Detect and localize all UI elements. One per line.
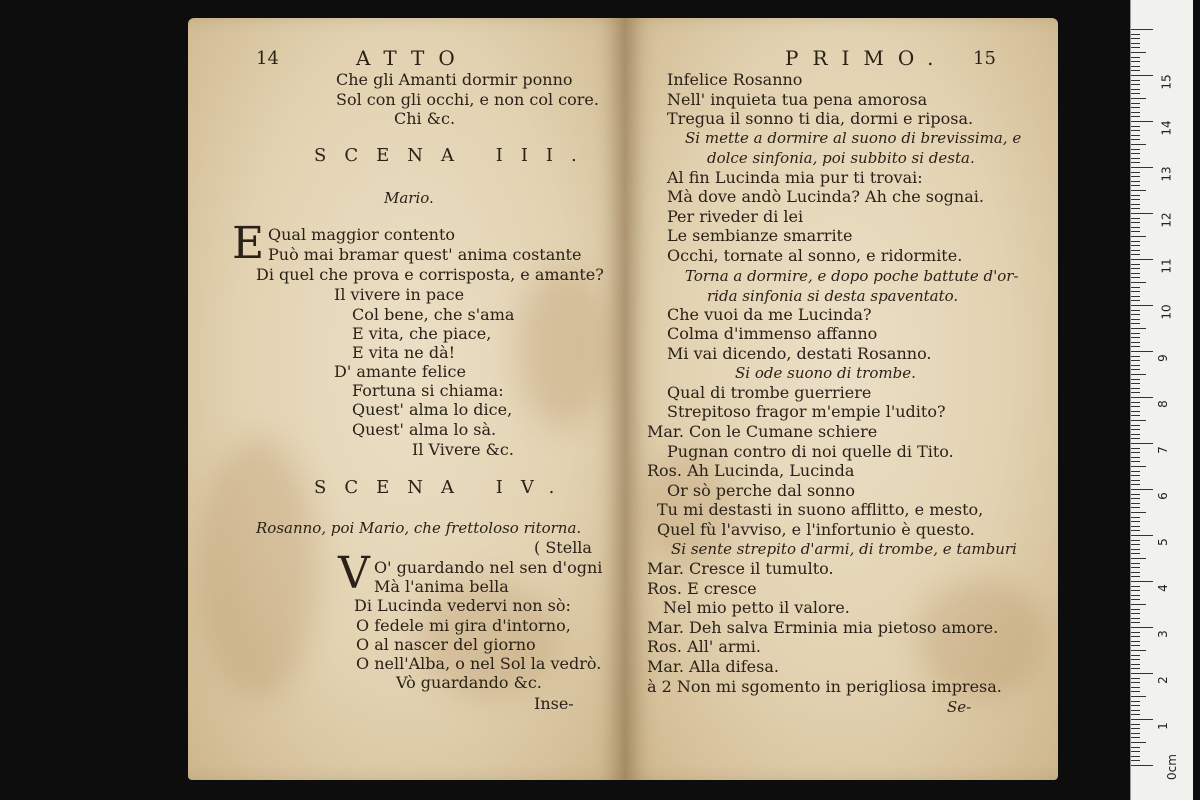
ruler-tick — [1131, 300, 1140, 301]
ruler-tick — [1131, 310, 1140, 311]
ruler-tick — [1131, 144, 1146, 145]
right-page — [625, 18, 1058, 780]
ruler-tick — [1131, 282, 1146, 283]
ruler-tick — [1131, 397, 1153, 398]
ruler-tick — [1131, 687, 1140, 688]
text-line: Ros. Ah Lucinda, Lucinda — [647, 461, 855, 480]
ruler-tick — [1131, 162, 1140, 163]
text-line: D' amante felice — [334, 362, 466, 381]
page-number-left: 14 — [256, 48, 279, 69]
ruler-tick — [1131, 296, 1140, 297]
ruler-tick — [1131, 682, 1140, 683]
ruler-tick — [1131, 590, 1140, 591]
ruler-tick — [1131, 80, 1140, 81]
ruler-tick — [1131, 107, 1140, 108]
ruler-tick — [1131, 231, 1140, 232]
text-line: Al fin Lucinda mia pur ti trovai: — [667, 168, 923, 187]
ruler-tick — [1131, 448, 1140, 449]
ruler-tick — [1131, 429, 1140, 430]
ruler-tick — [1131, 98, 1146, 99]
ruler-tick — [1131, 668, 1140, 669]
ruler-number: 5 — [1155, 538, 1170, 546]
ruler-tick — [1131, 392, 1140, 393]
ruler-tick — [1131, 521, 1140, 522]
text-line: à 2 Non mi sgomento in perigliosa impresa. — [647, 677, 1002, 696]
page-number-right: 15 — [973, 48, 996, 69]
ruler-tick — [1131, 213, 1153, 214]
ruler-tick — [1131, 323, 1140, 324]
ruler-tick — [1131, 342, 1140, 343]
text-line: Vò guardando &c. — [396, 673, 542, 692]
ruler-tick — [1131, 659, 1140, 660]
ruler-tick — [1131, 374, 1146, 375]
ruler-tick — [1131, 530, 1140, 531]
running-head-left: ATTO — [356, 46, 469, 70]
ruler-tick — [1131, 705, 1140, 706]
ruler-tick — [1131, 586, 1140, 587]
ruler-number: 11 — [1159, 258, 1174, 274]
ruler-tick — [1131, 319, 1140, 320]
stage-direction: dolce sinfonia, poi subbito si desta. — [707, 149, 975, 167]
text-line: Mà dove andò Lucinda? Ah che sognai. — [667, 187, 984, 206]
text-line: Ros. E cresce — [647, 579, 757, 598]
text-line: O nell'Alba, o nel Sol la vedrò. — [356, 654, 602, 673]
ruler-tick — [1131, 199, 1140, 200]
ruler-tick — [1131, 277, 1140, 278]
ruler-tick — [1131, 415, 1140, 416]
text-line: Nell' inquieta tua pena amorosa — [667, 90, 928, 109]
text-line: Che gli Amanti dormir ponno — [336, 70, 573, 89]
ruler-tick — [1131, 673, 1153, 674]
ruler-tick — [1131, 227, 1140, 228]
left-page — [188, 18, 625, 780]
ruler-tick — [1131, 751, 1140, 752]
text-line: Per riveder di lei — [667, 207, 804, 226]
ruler-tick — [1131, 245, 1140, 246]
ruler-label-0cm: 0cm — [1164, 754, 1179, 780]
ruler-tick — [1131, 765, 1153, 766]
text-line: Tu mi destasti in suono afflitto, e mesto, — [657, 500, 984, 519]
ruler-tick — [1131, 466, 1146, 467]
stage-direction: rida sinfonia si desta spaventato. — [707, 287, 959, 305]
text-line: Quest' alma lo dice, — [352, 400, 513, 419]
text-line: Pugnan contro di noi quelle di Tito. — [667, 442, 954, 461]
ruler-tick — [1131, 756, 1140, 757]
ruler-tick — [1131, 558, 1146, 559]
ruler-tick — [1131, 38, 1140, 39]
text-line: Di Lucinda vedervi non sò: — [354, 596, 571, 615]
ruler-tick — [1131, 512, 1146, 513]
text-line: O' guardando nel sen d'ogni — [374, 558, 603, 577]
character-name: Mario. — [384, 189, 434, 207]
ruler-tick — [1131, 480, 1140, 481]
ruler-tick — [1131, 457, 1140, 458]
ruler-tick — [1131, 116, 1140, 117]
ruler-tick — [1131, 369, 1140, 370]
ruler-tick — [1131, 43, 1140, 44]
scene-heading: SCENA III. — [314, 145, 595, 166]
ruler-tick — [1131, 475, 1140, 476]
ruler-tick — [1131, 452, 1140, 453]
text-line: Mar. Con le Cumane schiere — [647, 422, 878, 441]
ruler-tick — [1131, 503, 1140, 504]
ruler-tick — [1131, 112, 1140, 113]
ruler-tick — [1131, 549, 1140, 550]
ruler-tick — [1131, 517, 1140, 518]
ruler-tick — [1131, 305, 1153, 306]
text-line: Occhi, tornate al sonno, e ridormite. — [667, 246, 963, 265]
ruler-number: 3 — [1155, 630, 1170, 638]
ruler-tick — [1131, 609, 1140, 610]
ruler-tick — [1131, 204, 1140, 205]
ruler-tick — [1131, 172, 1140, 173]
drop-cap-e: E — [232, 218, 265, 269]
ruler-tick — [1131, 402, 1140, 403]
ruler-tick — [1131, 494, 1140, 495]
ruler-tick — [1131, 236, 1146, 237]
ruler-number: 10 — [1159, 304, 1174, 320]
ruler-tick — [1131, 425, 1140, 426]
text-line: Colma d'immenso affanno — [667, 324, 878, 343]
ruler-tick — [1131, 218, 1140, 219]
ruler-tick — [1131, 388, 1140, 389]
stage-direction: Si sente strepito d'armi, di trombe, e tamburi — [671, 540, 1017, 558]
ruler-tick — [1131, 471, 1140, 472]
ruler-tick — [1131, 365, 1140, 366]
text-line: Mar. Deh salva Erminia mia pietoso amore. — [647, 618, 999, 637]
ruler-tick — [1131, 195, 1140, 196]
ruler-tick — [1131, 760, 1140, 761]
ruler-tick — [1131, 75, 1153, 76]
ruler-tick — [1131, 158, 1140, 159]
ruler-tick — [1131, 650, 1146, 651]
ruler-tick — [1131, 190, 1146, 191]
stage-direction: Torna a dormire, e dopo poche battute d'or- — [685, 267, 1019, 285]
ruler-tick — [1131, 57, 1140, 58]
drop-cap-v: V — [338, 548, 370, 599]
ruler-tick — [1131, 632, 1140, 633]
ruler-number: 13 — [1159, 166, 1174, 182]
ruler-number: 9 — [1155, 354, 1170, 362]
ruler-tick — [1131, 208, 1140, 209]
ruler-tick — [1131, 135, 1140, 136]
ruler-tick — [1131, 52, 1146, 53]
text-line: Ros. All' armi. — [647, 637, 761, 656]
ruler-tick — [1131, 678, 1140, 679]
ruler-tick — [1131, 346, 1140, 347]
text-line: Quest' alma lo sà. — [352, 420, 497, 439]
ruler-tick — [1131, 595, 1140, 596]
open-book — [188, 18, 1058, 780]
ruler-tick — [1131, 434, 1140, 435]
ruler-tick — [1131, 645, 1140, 646]
ruler-tick — [1131, 710, 1140, 711]
ruler-tick — [1131, 333, 1140, 334]
running-head-right: PRIMO. — [785, 46, 948, 70]
ruler-number: 2 — [1155, 676, 1170, 684]
ruler-tick — [1131, 93, 1140, 94]
ruler-tick — [1131, 622, 1140, 623]
text-line: Mar. Cresce il tumulto. — [647, 559, 834, 578]
ruler-tick — [1131, 149, 1140, 150]
ruler-tick — [1131, 484, 1140, 485]
catchword: Se- — [947, 698, 972, 716]
ruler-tick — [1131, 618, 1140, 619]
ruler-tick — [1131, 576, 1140, 577]
ruler-number: 7 — [1155, 446, 1170, 454]
ruler-tick — [1131, 572, 1140, 573]
ruler-tick — [1131, 411, 1140, 412]
ruler-tick — [1131, 222, 1140, 223]
ruler-tick — [1131, 461, 1140, 462]
ruler-tick — [1131, 337, 1140, 338]
text-line: Nel mio petto il valore. — [663, 598, 850, 617]
ruler-tick — [1131, 747, 1140, 748]
text-line: Qual di trombe guerriere — [667, 383, 872, 402]
ruler-tick — [1131, 443, 1153, 444]
text-line: E vita, che piace, — [352, 324, 492, 343]
ruler-number: 15 — [1159, 74, 1174, 90]
ruler-number: 6 — [1155, 492, 1170, 500]
text-line: Quel fù l'avviso, e l'infortunio è questo. — [657, 520, 975, 539]
text-line: Il Vivere &c. — [412, 440, 514, 459]
measurement-ruler — [1130, 0, 1193, 800]
stage-direction: Si ode suono di trombe. — [735, 364, 916, 382]
ruler-tick — [1131, 70, 1140, 71]
text-line: Il vivere in pace — [334, 285, 465, 304]
text-line: Che vuoi da me Lucinda? — [667, 305, 872, 324]
ruler-tick — [1131, 567, 1140, 568]
ruler-tick — [1131, 742, 1146, 743]
catchword: Inse- — [534, 694, 574, 713]
ruler-tick — [1131, 268, 1140, 269]
ruler-number: 1 — [1155, 722, 1170, 730]
ruler-tick — [1131, 291, 1140, 292]
ruler-tick — [1131, 553, 1140, 554]
text-line: Mar. Alla difesa. — [647, 657, 779, 676]
ruler-tick — [1131, 121, 1153, 122]
text-line: Mà l'anima bella — [374, 577, 509, 596]
ruler-number: 8 — [1155, 400, 1170, 408]
ruler-tick — [1131, 185, 1140, 186]
ruler-tick — [1131, 691, 1140, 692]
text-line: Col bene, che s'ama — [352, 305, 515, 324]
ruler-tick — [1131, 641, 1140, 642]
ruler-number: 4 — [1155, 584, 1170, 592]
ruler-tick — [1131, 724, 1140, 725]
ruler-tick — [1131, 701, 1140, 702]
ruler-tick — [1131, 126, 1140, 127]
text-line: O fedele mi gira d'intorno, — [356, 616, 571, 635]
text-line: Mi vai dicendo, destati Rosanno. — [667, 344, 932, 363]
ruler-tick — [1131, 664, 1140, 665]
ruler-tick — [1131, 728, 1140, 729]
ruler-tick — [1131, 507, 1140, 508]
ruler-tick — [1131, 360, 1140, 361]
ruler-number: 14 — [1159, 120, 1174, 136]
ruler-tick — [1131, 383, 1140, 384]
ruler-tick — [1131, 636, 1140, 637]
ruler-tick — [1131, 733, 1140, 734]
ruler-tick — [1131, 379, 1140, 380]
ruler-tick — [1131, 489, 1153, 490]
ruler-tick — [1131, 599, 1140, 600]
ruler-tick — [1131, 66, 1140, 67]
ruler-tick — [1131, 714, 1140, 715]
text-line: Sol con gli occhi, e non col core. — [336, 90, 599, 109]
ruler-tick — [1131, 273, 1140, 274]
ruler-tick — [1131, 181, 1140, 182]
ruler-tick — [1131, 613, 1140, 614]
text-line: Tregua il sonno ti dia, dormi e riposa. — [667, 109, 974, 128]
text-line: Fortuna si chiama: — [352, 381, 504, 400]
text-line: ( Stella — [534, 538, 592, 557]
ruler-tick — [1131, 176, 1140, 177]
ruler-tick — [1131, 655, 1140, 656]
ruler-tick — [1131, 167, 1153, 168]
ruler-tick — [1131, 563, 1140, 564]
text-line: Chi &c. — [394, 109, 456, 128]
ruler-tick — [1131, 498, 1140, 499]
ruler-tick — [1131, 61, 1140, 62]
ruler-tick — [1131, 34, 1140, 35]
text-line: E vita ne dà! — [352, 343, 456, 362]
ruler-tick — [1131, 737, 1140, 738]
ruler-tick — [1131, 696, 1146, 697]
ruler-tick — [1131, 581, 1153, 582]
ruler-tick — [1131, 351, 1153, 352]
text-line: Infelice Rosanno — [667, 70, 803, 89]
ruler-tick — [1131, 356, 1140, 357]
ruler-number: 12 — [1159, 212, 1174, 228]
ruler-tick — [1131, 544, 1140, 545]
ruler-tick — [1131, 535, 1153, 536]
ruler-tick — [1131, 254, 1140, 255]
text-line: Di quel che prova e corrisposta, e amante? — [256, 265, 604, 284]
ruler-tick — [1131, 47, 1140, 48]
ruler-tick — [1131, 264, 1140, 265]
ruler-tick — [1131, 406, 1140, 407]
ruler-tick — [1131, 259, 1153, 260]
stage-direction: Rosanno, poi Mario, che frettoloso ritorna. — [256, 519, 582, 537]
ruler-tick — [1131, 153, 1140, 154]
ruler-tick — [1131, 241, 1140, 242]
ruler-tick — [1131, 438, 1140, 439]
text-line: Strepitoso fragor m'empie l'udito? — [667, 402, 946, 421]
text-line: Può mai bramar quest' anima costante — [268, 245, 582, 264]
ruler-tick — [1131, 130, 1140, 131]
ruler-tick — [1131, 420, 1146, 421]
text-line: Le sembianze smarrite — [667, 226, 853, 245]
text-line: Qual maggior contento — [268, 225, 456, 244]
ruler-tick — [1131, 540, 1140, 541]
ruler-tick — [1131, 250, 1140, 251]
ruler-tick — [1131, 526, 1140, 527]
ruler-tick — [1131, 719, 1153, 720]
ruler-tick — [1131, 89, 1140, 90]
ruler-tick — [1131, 604, 1146, 605]
scene-heading: SCENA IV. — [314, 477, 573, 498]
ruler-tick — [1131, 29, 1153, 30]
ruler-tick — [1131, 84, 1140, 85]
text-line: Or sò perche dal sonno — [667, 481, 856, 500]
ruler-tick — [1131, 287, 1140, 288]
stage-direction: Si mette a dormire al suono di brevissima, e — [685, 129, 1022, 147]
ruler-tick — [1131, 103, 1140, 104]
ruler-tick — [1131, 328, 1146, 329]
ruler-tick — [1131, 627, 1153, 628]
text-line: O al nascer del giorno — [356, 635, 536, 654]
ruler-tick — [1131, 314, 1140, 315]
ruler-tick — [1131, 139, 1140, 140]
